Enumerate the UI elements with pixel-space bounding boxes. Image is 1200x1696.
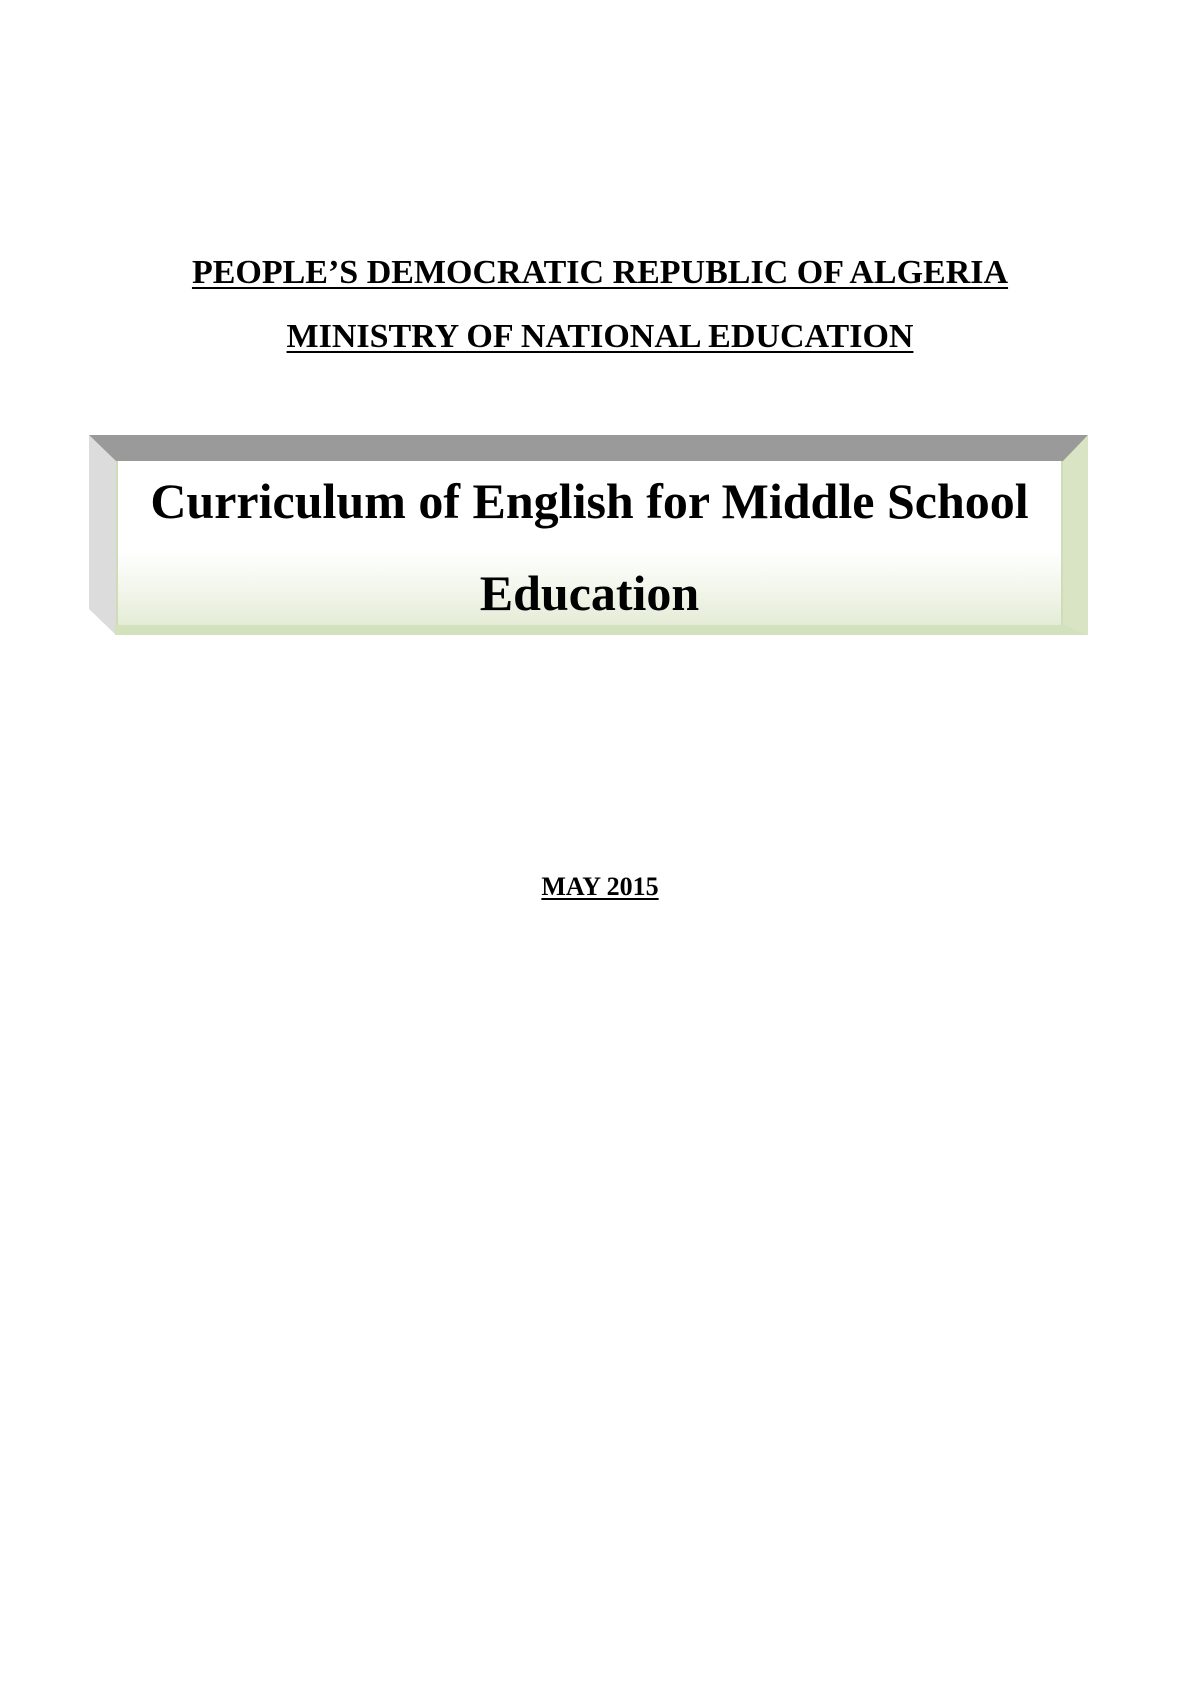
document-title-line-2: Education	[479, 565, 700, 621]
title-box-bevel-right	[1063, 435, 1088, 635]
document-title-line-1: Curriculum of English for Middle School	[150, 473, 1029, 529]
title-box-bevel-left	[89, 435, 116, 635]
title-box	[89, 435, 1088, 635]
ministry-heading: MINISTRY OF NATIONAL EDUCATION	[286, 318, 914, 355]
title-box-face	[116, 461, 1063, 625]
country-heading: PEOPLE’S DEMOCRATIC REPUBLIC OF ALGERIA	[191, 254, 1009, 291]
publication-date: MAY 2015	[541, 872, 659, 901]
